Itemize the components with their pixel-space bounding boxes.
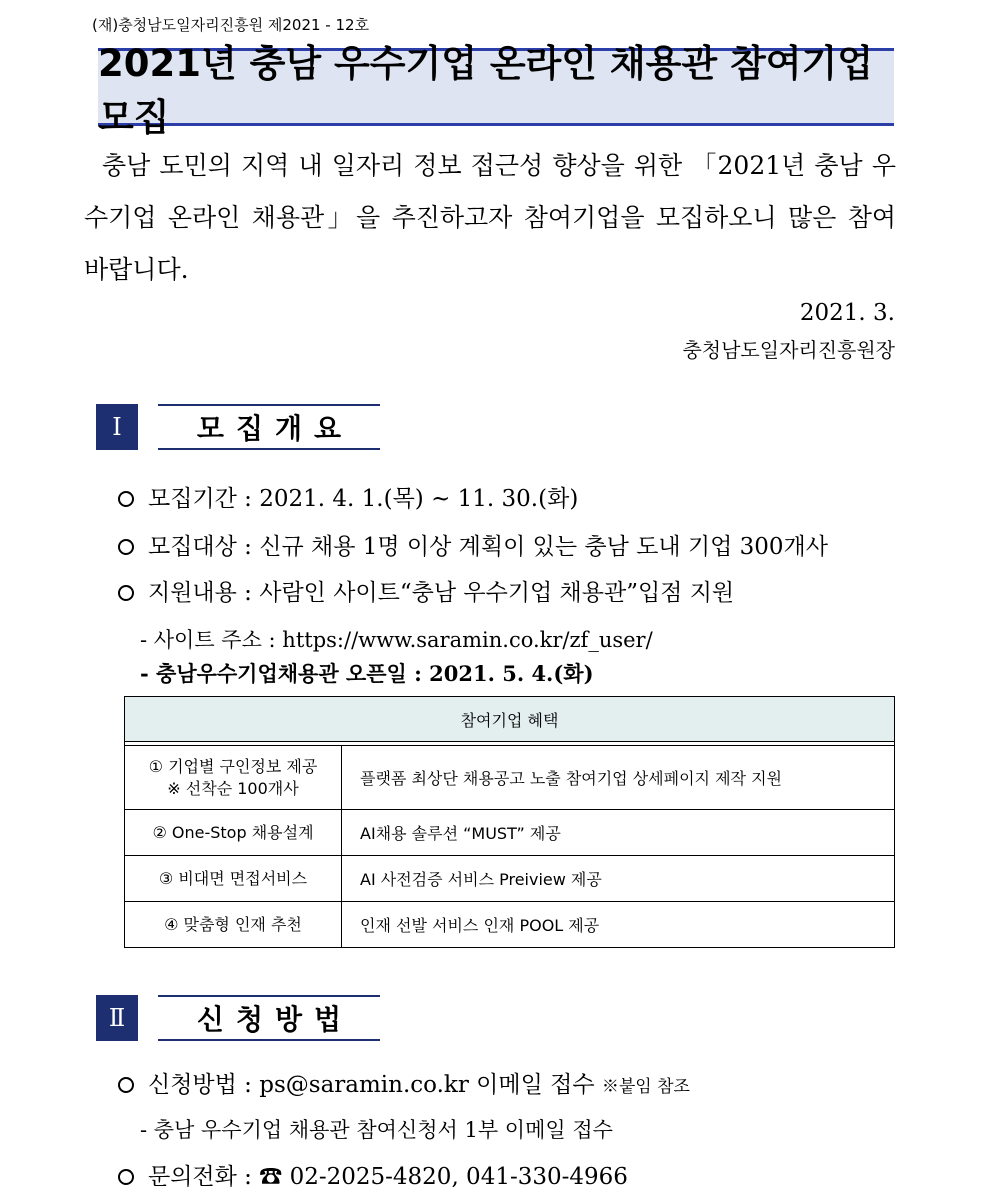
table-cell-benefit-type: ② One-Stop 채용설계: [125, 810, 342, 856]
section-2-number: Ⅱ: [96, 995, 138, 1041]
circle-bullet-icon: [118, 491, 134, 507]
table-row: [125, 902, 895, 948]
table-cell-benefit-detail: AI채용 솔루션 “MUST” 제공: [342, 810, 895, 856]
section-1-title: 모집개요: [158, 404, 380, 450]
recruit-period-text: 모집기간 : 2021. 4. 1.(목) ~ 11. 30.(화): [148, 486, 579, 512]
support-content: [118, 574, 734, 607]
table-cell-benefit-type: ③ 비대면 면접서비스: [125, 856, 342, 902]
intro-paragraph: 충남 도민의 지역 내 일자리 정보 접근성 향상을 위한 「2021년 충남 우수기업 온라인 채용관」을 추진하고자 참여기업을 모집하오니 많은 참여 바랍니다.: [84, 151, 896, 284]
table-row: [125, 856, 895, 902]
open-date: - 충남우수기업채용관 오픈일 : 2021. 5. 4.(화): [140, 661, 594, 686]
support-content-text: 지원내용 : 사람인 사이트“충남 우수기업 채용관”입점 지원: [148, 580, 735, 606]
benefit-type-text: ① 기업별 구인정보 제공: [148, 756, 318, 776]
recruit-target-text: 모집대상 : 신규 채용 1명 이상 계획이 있는 충남 도내 기업 300개사: [148, 534, 828, 560]
table-cell-benefit-detail: 인재 선발 서비스 인재 POOL 제공: [342, 902, 895, 948]
circle-bullet-icon: [118, 1077, 134, 1093]
section-2-title: 신청방법: [158, 995, 380, 1041]
apply-method-sub: - 충남 우수기업 채용관 참여신청서 1부 이메일 접수: [140, 1118, 613, 1142]
recruit-target: [118, 528, 828, 561]
table-row: [125, 810, 895, 856]
apply-method-text: 신청방법 : ps@saramin.co.kr 이메일 접수: [148, 1072, 595, 1098]
recruit-period: [118, 480, 578, 513]
phone-numbers: 02-2025-4820, 041-330-4966: [289, 1164, 628, 1190]
site-address: - 사이트 주소 : https://www.saramin.co.kr/zf_user/: [140, 628, 653, 652]
benefit-type-note: ※ 선착순 100개사: [167, 778, 299, 798]
circle-bullet-icon: [118, 539, 134, 555]
table-cell-benefit-type: ④ 맞춤형 인재 추천: [125, 902, 342, 948]
table-cell-benefit-detail: 플랫폼 최상단 채용공고 노출 참여기업 상세페이지 제작 지원: [342, 746, 895, 810]
phone-icon: ☎: [259, 1164, 283, 1190]
benefit-table-header: 참여기업 혜택: [125, 697, 895, 742]
benefit-table: [124, 696, 895, 948]
title-banner: [98, 42, 894, 139]
circle-bullet-icon: [118, 585, 134, 601]
table-row: [125, 746, 895, 810]
phone-label: 문의전화 :: [148, 1164, 252, 1190]
signer: 충청남도일자리진흥원장: [682, 338, 895, 362]
table-cell-benefit-type: [125, 746, 342, 810]
contact-phone: [118, 1158, 628, 1191]
section-1-number: Ⅰ: [96, 404, 138, 450]
circle-bullet-icon: [118, 1169, 134, 1185]
document-number: (재)충청남도일자리진흥원 제2021 - 12호: [92, 16, 370, 34]
document-date: 2021. 3.: [799, 300, 895, 326]
apply-method: [118, 1066, 690, 1099]
page-title: 2021년 충남 우수기업 온라인 채용관 참여기업 모집: [98, 42, 873, 139]
table-cell-benefit-detail: AI 사전검증 서비스 Preiview 제공: [342, 856, 895, 902]
attachment-note: ※붙임 참조: [601, 1077, 690, 1097]
